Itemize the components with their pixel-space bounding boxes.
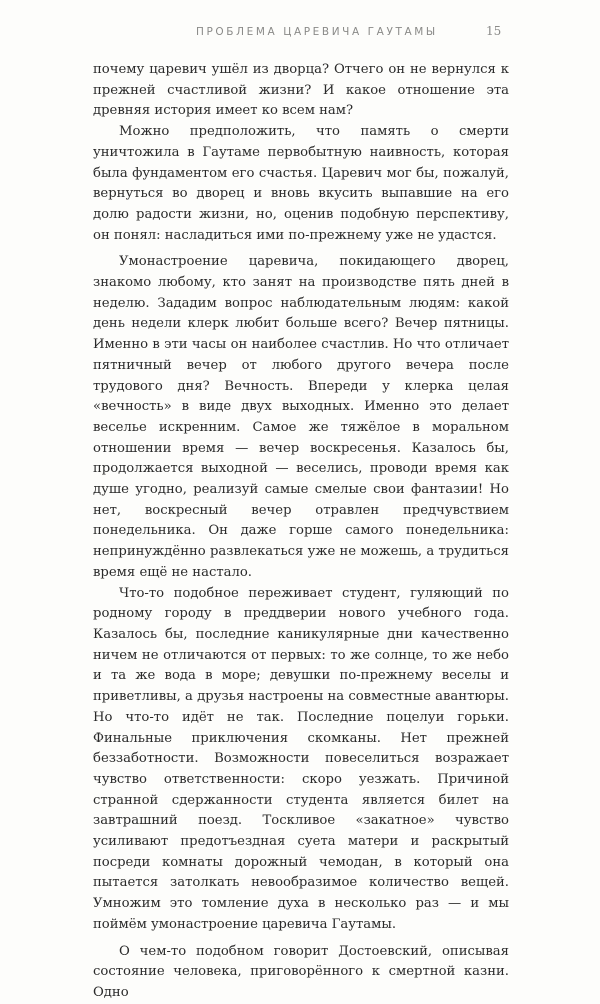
paragraph: Умонастроение царевича, покидающего дворец, знакомо любому, кто занят на производстве пять дней в неделю. Зададим вопрос наблюдательным людям: какой день недели клерк любит больше всего? Вечер пятницы. Именно в эти часы он наиболее счастлив. Но что отличает пятничный вечер от любого другого вечера после трудового дня? Вечность. Впереди у клерка целая «вечность» в виде двух выходных. Именно это делает веселье искренним. Самое же тяжёлое в моральном отношении время — вечер воскресенья. Казалось бы, продолжается выходной — веселись, проводи время как душе угодно, реализуй самые смелые свои фантазии! Но нет, воскресный вечер отравлен предчувствием понедельника. Он даже горше самого понедельника: непринуждённо развлекаться уже не можешь, а трудиться время ещё не настало. (93, 254, 509, 580)
paragraph: Что-то подобное переживает студент, гуляющий по родному городу в преддверии нового учебного года. Казалось бы, последние каникулярные дни качественно ничем не отличаются от первых: то же солнце, то же небо и та же вода в море; девушки по-прежнему веселы и приветливы, а друзья настроены на совместные авантюры. Но что-то идёт не так. Последние поцелуи горьки. Финальные приключения скомканы. Нет прежней беззаботности. Возможности повеселиться возражает чувство ответственности: скоро уезжать. Причиной странной сдержанности студента является билет на завтрашний поезд. Тоскливое «закатное» чувство усиливают предотъездная суета матери и раскрытый посреди комнаты дорожный чемодан, в который она пытается затолкать невообразимое количество вещей. Умножим это томление духа в несколько раз — и мы поймём умонастроение царевича Гаутамы. (93, 585, 509, 932)
page-number: 15 (486, 24, 502, 38)
body-text (93, 60, 509, 1004)
paragraph-continued: почему царевич ушёл из дворца? Отчего он не вернулся к прежней счастливой жизни? И какое отношение эта древняя история имеет ко всем нам? (93, 62, 509, 119)
paragraph: О чем-то подобном говорит Достоевский, описывая состояние человека, приговорённого к смертной казни. Одно (93, 943, 509, 1000)
paragraph: Можно предположить, что память о смерти уничтожила в Гаутаме первобытную наивность, которая была фундаментом его счастья. Царевич мог бы, пожалуй, вернуться во дворец и вновь вкусить выпавшие на его долю радости жизни, но, оценив подобную перспективу, он понял: насладиться ими по-прежнему уже не удастся. (93, 124, 509, 243)
running-head (0, 26, 600, 42)
running-head-title: ПРОБЛЕМА ЦАРЕВИЧА ГАУТАМЫ (196, 26, 438, 38)
